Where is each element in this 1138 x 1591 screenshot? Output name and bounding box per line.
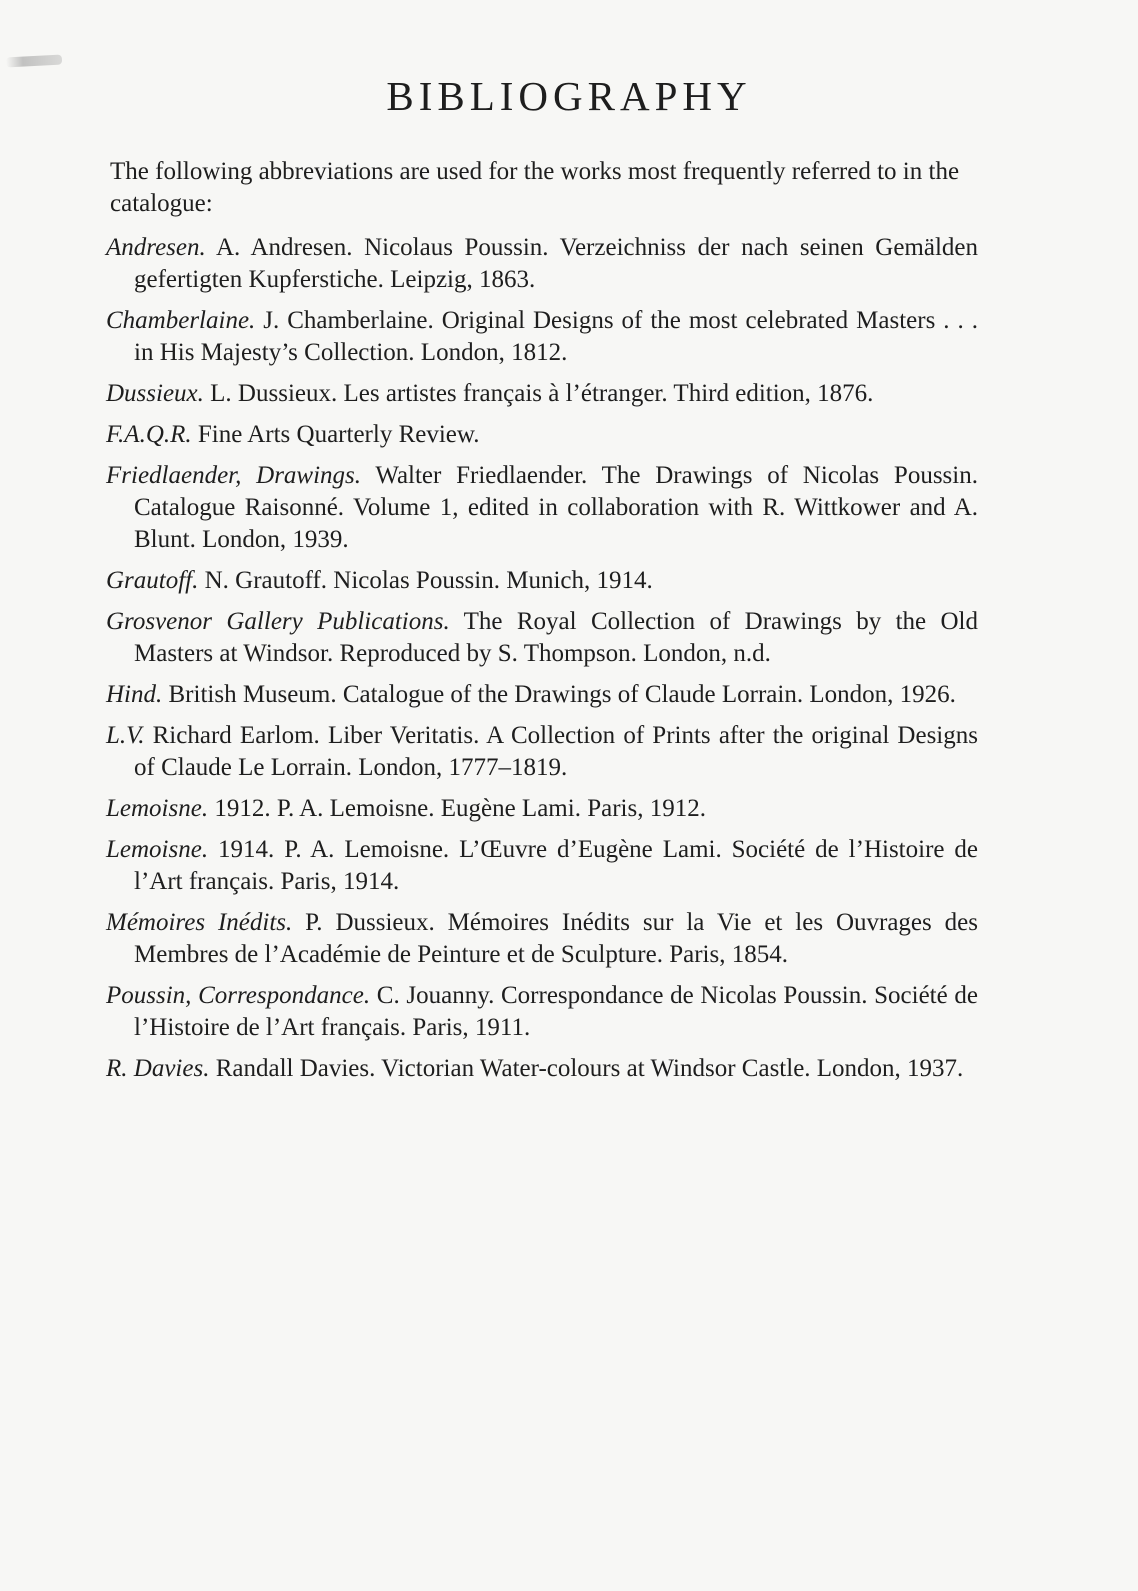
entry-citation: A. Andresen. Nicolaus Poussin. Verzeichniss der nach seinen Gemälden gefertigten Kupferstiche. Leipzig, 1863. [134,234,979,293]
entry-abbreviation: Mémoires Inédits. [106,909,293,936]
entry-abbreviation: Andresen. [106,234,206,261]
bibliography-entry [106,793,978,825]
entry-abbreviation: Hind. [106,681,163,708]
page-title: BIBLIOGRAPHY [386,73,752,119]
entry-abbreviation: F.A.Q.R. [106,421,192,448]
bibliography-entry [106,378,978,410]
entry-abbreviation: Chamberlaine. [106,307,256,334]
entry-citation: Randall Davies. Victorian Water-colours at Windsor Castle. London, 1937. [215,1055,964,1082]
entry-citation: J. Chamberlaine. Original Designs of the most celebrated Masters . . . in His Majesty’s Collection. London, 1812. [134,307,978,366]
entry-citation: 1914. P. A. Lemoisne. L’Œuvre d’Eugène Lami. Société de l’Histoire de l’Art français. Paris, 1914. [134,836,979,895]
bibliography-entry [106,565,978,597]
entry-abbreviation: Dussieux. [106,380,204,407]
bibliography-entry [106,419,978,451]
bibliography-entry [106,1053,978,1085]
bibliography-entry [106,907,978,971]
bibliography-entry [106,720,978,784]
entry-abbreviation: Poussin, Correspondance. [106,982,371,1009]
entry-citation: N. Grautoff. Nicolas Poussin. Munich, 1914. [204,567,653,594]
entry-citation: Walter Friedlaender. The Drawings of Nicolas Poussin. Catalogue Raisonné. Volume 1, edited in collaboration with R. Wittkower and A. Blunt. London, 1939. [134,462,978,553]
entry-abbreviation: Grosvenor Gallery Publications. [106,608,450,635]
bibliography-entry [106,460,978,556]
entry-citation: The Royal Collection of Drawings by the Old Masters at Windsor. Reproduced by S. Thompson. London, n.d. [134,608,978,667]
bibliography-entry [106,980,978,1044]
entry-citation: Richard Earlom. Liber Veritatis. A Collection of Prints after the original Designs of Claude Le Lorrain. London, 1777–1819. [134,722,978,781]
scan-smudge [6,55,62,68]
bibliography-entry [106,232,978,296]
bibliography-entry [106,679,978,711]
entry-abbreviation: Lemoisne. [106,836,209,863]
bibliography-entry [106,834,978,898]
bibliography-entry [106,606,978,670]
entry-abbreviation: Grautoff. [106,567,199,594]
entry-citation: Fine Arts Quarterly Review. [197,421,480,448]
entry-citation: British Museum. Catalogue of the Drawings of Claude Lorrain. London, 1926. [168,681,956,708]
entry-citation: 1912. P. A. Lemoisne. Eugène Lami. Paris, 1912. [214,795,706,822]
bibliography-entry [106,305,978,369]
entry-abbreviation: Friedlaender, Drawings. [106,462,362,489]
entry-citation: L. Dussieux. Les artistes français à l’étranger. Third edition, 1876. [210,380,874,407]
intro-paragraph: The following abbreviations are used for the works most frequently referred to in the catalogue: [110,158,960,217]
entry-citation: P. Dussieux. Mémoires Inédits sur la Vie et les Ouvrages des Membres de l’Académie de Peinture et de Sculpture. Paris, 1854. [134,909,978,968]
entry-abbreviation: R. Davies. [106,1055,210,1082]
bibliography-list [106,232,978,1094]
entry-abbreviation: L.V. [106,722,145,749]
entry-citation: C. Jouanny. Correspondance de Nicolas Poussin. Société de l’Histoire de l’Art français. Paris, 1911. [134,982,978,1041]
entry-abbreviation: Lemoisne. [106,795,209,822]
